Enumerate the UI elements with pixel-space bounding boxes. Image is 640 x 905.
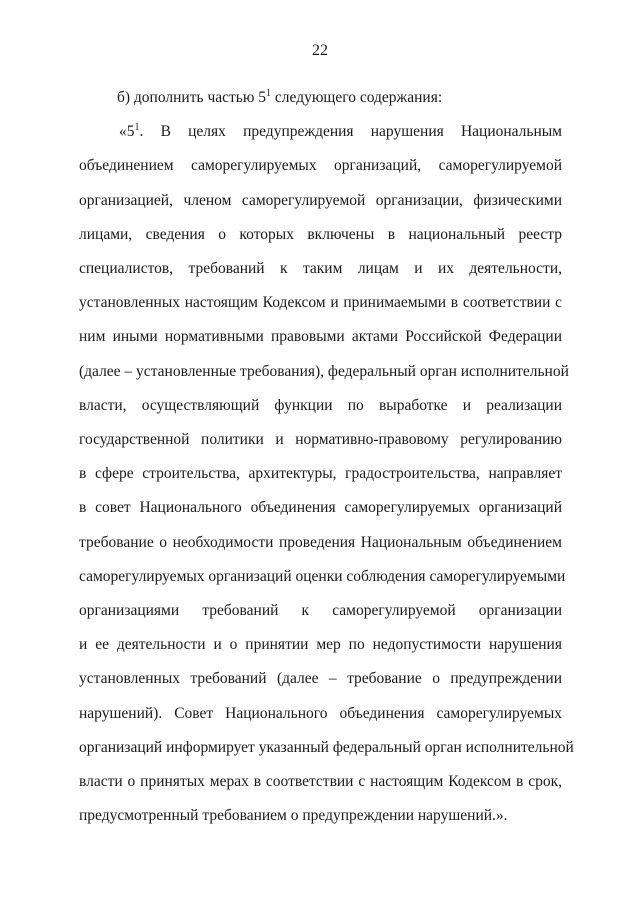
text-line: саморегулируемых организаций оценки соблюдения саморегулируемыми xyxy=(79,567,566,585)
text-line: требование о необходимости проведения Национальным объединением xyxy=(79,533,562,551)
quote-first-line xyxy=(79,115,562,149)
text-line: (далее – установленные требования), федеральный орган исполнительной xyxy=(79,362,569,380)
text-line: государственной политики и нормативно-правовому регулированию xyxy=(79,431,562,449)
text-line: в сфере строительства, архитектуры, градостроительства, направляет xyxy=(79,465,562,483)
text-line: предусмотренный требованием о предупреждении нарушений.». xyxy=(79,807,508,825)
intro-text-after: следующего содержания: xyxy=(271,89,443,106)
text-line: организацией, членом саморегулируемой организации, физическими xyxy=(79,191,562,209)
text-line: организациями требований к саморегулируемой организации xyxy=(79,602,562,620)
text-line: специалистов, требований к таким лицам и их деятельности, xyxy=(79,260,562,278)
text-line: власти о принятых мерах в соответствии с настоящим Кодексом в срок, xyxy=(79,773,562,791)
text-line: установленных требований (далее – требование о предупреждении xyxy=(79,670,562,688)
text-line: установленных настоящим Кодексом и принимаемыми в соответствии с xyxy=(79,294,562,312)
quote-superscript: 1 xyxy=(134,122,140,134)
text-line: нарушений). Совет Национального объединения саморегулируемых xyxy=(79,704,562,722)
text-line: организаций информирует указанный федеральный орган исполнительной xyxy=(79,738,574,756)
text-line: лицами, сведения о которых включены в национальный реестр xyxy=(79,225,562,243)
intro-text-before: б) дополнить частью 5 xyxy=(117,89,267,106)
quote-text-before: «5 xyxy=(119,123,135,141)
quote-text-after: . В целях предупреждения нарушения Национальным xyxy=(139,123,562,141)
intro-line xyxy=(79,81,562,115)
text-line: власти, осуществляющий функции по выработке и реализации xyxy=(79,396,562,414)
document-body xyxy=(79,81,574,833)
text-line: ним иными нормативными правовыми актами Российской Федерации xyxy=(79,328,562,346)
text-line: и ее деятельности и о принятии мер по недопустимости нарушения xyxy=(79,636,562,654)
text-line: в совет Национального объединения саморегулируемых организаций xyxy=(79,499,562,517)
page-number: 22 xyxy=(312,42,328,59)
text-line: объединением саморегулируемых организаций, саморегулируемой xyxy=(79,157,562,175)
intro-superscript: 1 xyxy=(266,88,272,99)
